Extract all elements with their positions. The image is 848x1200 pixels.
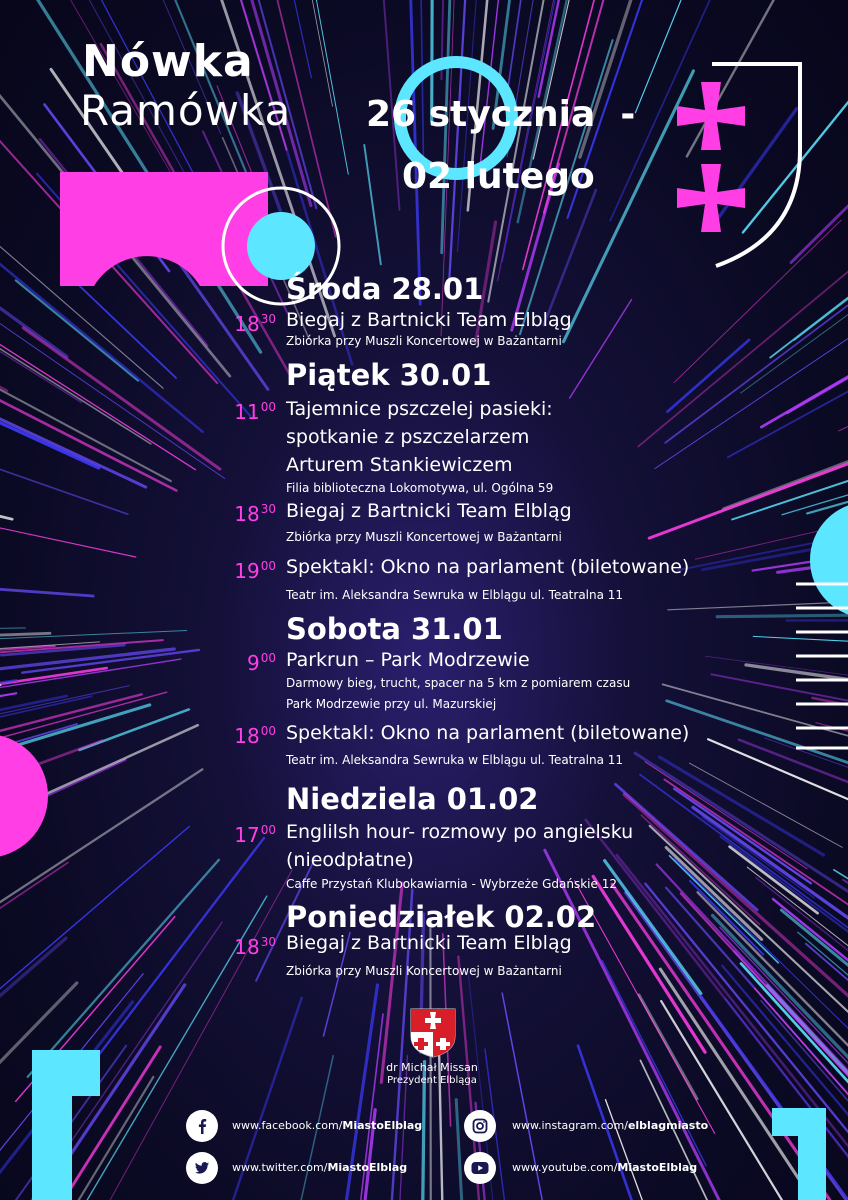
event-details: Teatr im. Aleksandra Sewruka w Elblągu ul. Teatralna 11 — [286, 588, 624, 602]
event-details: Caffe Przystań Klubokawiarnia - Wybrzeże Gdańskie 12 — [286, 877, 617, 891]
instagram-link[interactable]: www.instagram.com/elblagmiasto — [512, 1119, 709, 1132]
date-range-line1: 26 stycznia - — [366, 94, 636, 135]
event-title: (nieodpłatne) — [286, 849, 414, 871]
cyan-bracket-right — [772, 1108, 826, 1200]
magenta-cross-bottom — [677, 164, 745, 232]
cyan-half-circle-right — [810, 502, 848, 618]
facebook-link[interactable]: www.facebook.com/MiastoElblag — [232, 1119, 423, 1132]
signature-title: Prezydent Elbląga — [387, 1075, 477, 1086]
brand-title-line2: Ramówka — [80, 86, 292, 135]
day-heading: Poniedziałek 02.02 — [286, 900, 597, 934]
facebook-icon[interactable] — [186, 1110, 218, 1142]
day-heading: Środa 28.01 — [286, 272, 484, 306]
day-heading: Niedziela 01.02 — [286, 782, 539, 816]
event-time: $18^{30}$ — [234, 935, 276, 959]
magenta-cross-top — [677, 82, 745, 150]
twitter-icon[interactable] — [186, 1152, 218, 1184]
event-time: $18^{00}$ — [234, 724, 276, 748]
magenta-half-circle-left — [0, 734, 48, 858]
day-heading: Sobota 31.01 — [286, 612, 503, 646]
city-crest-logo — [410, 1008, 456, 1058]
event-time: $17^{00}$ — [234, 823, 276, 847]
event-title: Tajemnice pszczelej pasieki: — [286, 398, 553, 420]
white-stripes-right — [796, 584, 848, 748]
youtube-link[interactable]: www.youtube.com/MiastoElblag — [512, 1161, 698, 1174]
signature-name: dr Michał Missan — [386, 1061, 478, 1074]
youtube-icon[interactable] — [464, 1152, 496, 1184]
event-details: Filia biblioteczna Lokomotywa, ul. Ogólna 59 — [286, 481, 554, 495]
event-details: Zbiórka przy Muszli Koncertowej w Bażantarni — [286, 530, 562, 544]
shield-outline-shape — [712, 64, 800, 266]
event-title: Spektakl: Okno na parlament (biletowane) — [286, 722, 690, 744]
event-details: Zbiórka przy Muszli Koncertowej w Bażantarni — [286, 334, 562, 348]
event-time: $11^{00}$ — [234, 400, 276, 424]
event-title: Parkrun – Park Modrzewie — [286, 649, 530, 671]
event-time: $19^{00}$ — [234, 559, 276, 583]
event-title: Spektakl: Okno na parlament (biletowane) — [286, 556, 690, 578]
event-title: Biegaj z Bartnicki Team Elbląg — [286, 932, 572, 954]
event-details: Zbiórka przy Muszli Koncertowej w Bażantarni — [286, 964, 562, 978]
event-details: Park Modrzewie przy ul. Mazurskiej — [286, 697, 497, 711]
event-time: $18^{30}$ — [234, 502, 276, 526]
cyan-dot-shape — [247, 212, 315, 280]
event-time: $9^{00}$ — [246, 651, 276, 675]
instagram-icon[interactable] — [464, 1110, 496, 1142]
cyan-bracket-left — [32, 1050, 100, 1200]
event-title: Biegaj z Bartnicki Team Elbląg — [286, 309, 572, 331]
event-time: $18^{30}$ — [234, 312, 276, 336]
magenta-arch-shape — [60, 172, 268, 286]
event-details: Darmowy bieg, trucht, spacer na 5 km z pomiarem czasu — [286, 676, 631, 690]
event-title: Biegaj z Bartnicki Team Elbląg — [286, 500, 572, 522]
brand-title-line1: Nówka — [82, 36, 254, 87]
event-title: Englilsh hour- rozmowy po angielsku — [286, 821, 634, 843]
twitter-link[interactable]: www.twitter.com/MiastoElblag — [232, 1161, 408, 1174]
event-details: Teatr im. Aleksandra Sewruka w Elblągu ul. Teatralna 11 — [286, 753, 624, 767]
event-title: Arturem Stankiewiczem — [286, 454, 513, 476]
event-title: spotkanie z pszczelarzem — [286, 426, 530, 448]
day-heading: Piątek 30.01 — [286, 358, 492, 392]
date-range-line2: 02 lutego — [402, 156, 595, 197]
